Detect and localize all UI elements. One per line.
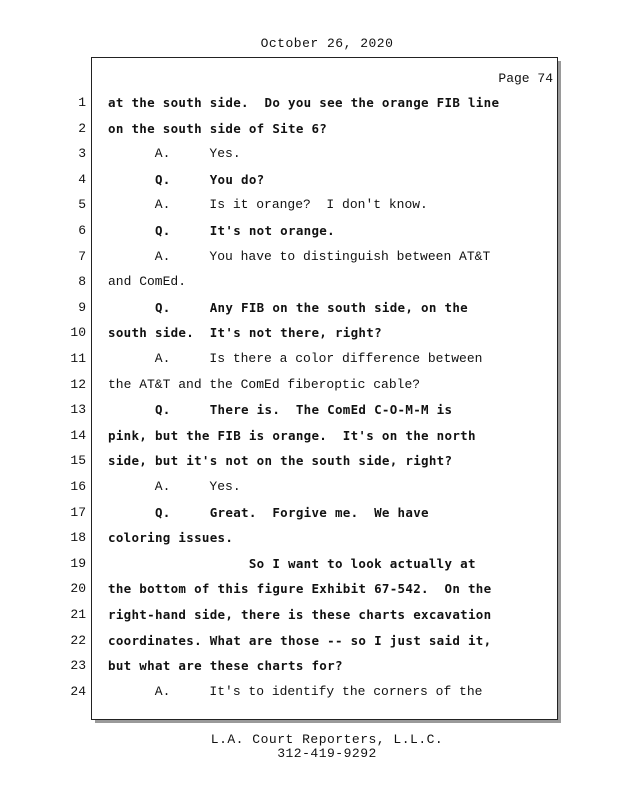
line-text: the AT&T and the ComEd fiberoptic cable?	[108, 376, 421, 392]
line-text: A. Is there a color difference between	[108, 351, 483, 366]
transcript-line	[0, 299, 560, 319]
line-text: A. You have to distinguish between AT&T	[108, 248, 491, 264]
line-number: 12	[70, 376, 86, 392]
line-number: 19	[70, 555, 86, 571]
transcript-line	[0, 376, 560, 396]
line-text: Q. It's not orange.	[108, 223, 335, 238]
line-number: 17	[70, 504, 86, 520]
line-number: 21	[70, 607, 86, 622]
transcript-line	[0, 145, 560, 165]
line-number: 15	[70, 453, 86, 469]
transcript-line	[0, 478, 560, 498]
transcript-line	[0, 555, 560, 575]
transcript-line	[0, 657, 560, 677]
line-text: but what are these charts for?	[108, 658, 343, 674]
footer-phone: 312-419-9292	[277, 746, 377, 761]
line-text: A. Yes.	[108, 479, 241, 494]
transcript-line	[0, 171, 560, 191]
footer	[0, 733, 618, 761]
line-number: 11	[70, 351, 86, 366]
line-text: south side. It's not there, right?	[108, 325, 382, 341]
line-number: 24	[70, 683, 86, 699]
line-text: Q. Any FIB on the south side, on the	[108, 299, 468, 315]
transcript-line	[0, 580, 560, 600]
line-number: 20	[70, 581, 86, 597]
header-date: October 26, 2020	[260, 36, 394, 51]
line-number: 3	[78, 146, 86, 162]
line-text: pink, but the FIB is orange. It's on the north	[108, 427, 476, 443]
line-number: 1	[78, 95, 86, 110]
line-number: 18	[70, 530, 86, 546]
transcript-line	[0, 273, 560, 293]
line-text: So I want to look actually at	[108, 555, 476, 571]
footer-company: L.A. Court Reporters, L.L.C.	[210, 732, 444, 747]
page-number: Page 74	[498, 71, 553, 86]
line-text: coordinates. What are those -- so I just said it,	[108, 632, 492, 648]
line-number: 10	[70, 325, 86, 341]
line-text: at the south side. Do you see the orange FIB line	[108, 95, 500, 110]
line-number: 23	[70, 658, 86, 674]
line-text: on the south side of Site 6?	[108, 120, 328, 136]
transcript-line	[0, 504, 560, 524]
line-text: and ComEd.	[108, 274, 187, 290]
transcript-line	[0, 401, 560, 421]
line-number: 9	[78, 299, 86, 315]
line-number: 5	[78, 197, 86, 213]
transcript-line	[0, 196, 560, 216]
transcript-line	[0, 529, 560, 549]
transcript-line	[0, 120, 560, 140]
transcript-line	[0, 350, 560, 370]
transcript-line	[0, 324, 560, 344]
transcript-line	[0, 94, 560, 114]
line-text: A. It's to identify the corners of the	[108, 683, 483, 699]
line-text: Q. You do?	[108, 171, 265, 187]
line-number: 14	[70, 427, 86, 443]
transcript-line	[0, 683, 560, 703]
line-number: 22	[70, 632, 86, 648]
line-text: coloring issues.	[108, 530, 234, 546]
transcript-line	[0, 632, 560, 652]
line-number: 2	[78, 120, 86, 136]
transcript-line	[0, 452, 560, 472]
line-text: side, but it's not on the south side, right?	[108, 453, 453, 469]
line-number: 7	[78, 248, 86, 264]
line-number: 8	[78, 274, 86, 290]
transcript-line	[0, 248, 560, 268]
line-number: 13	[70, 402, 86, 418]
line-text: the bottom of this figure Exhibit 67-542. On the	[108, 581, 492, 597]
line-number: 6	[78, 223, 86, 238]
line-text: right-hand side, there is these charts excavation	[108, 607, 492, 622]
line-text: A. Is it orange? I don't know.	[108, 197, 428, 213]
transcript-line	[0, 427, 560, 447]
line-text: Q. There is. The ComEd C-O-M-M is	[108, 402, 453, 418]
line-text: A. Yes.	[108, 146, 241, 162]
line-number: 16	[70, 479, 86, 494]
line-text: Q. Great. Forgive me. We have	[108, 504, 429, 520]
transcript-line	[0, 606, 560, 626]
line-number: 4	[78, 171, 86, 187]
transcript-line	[0, 222, 560, 242]
